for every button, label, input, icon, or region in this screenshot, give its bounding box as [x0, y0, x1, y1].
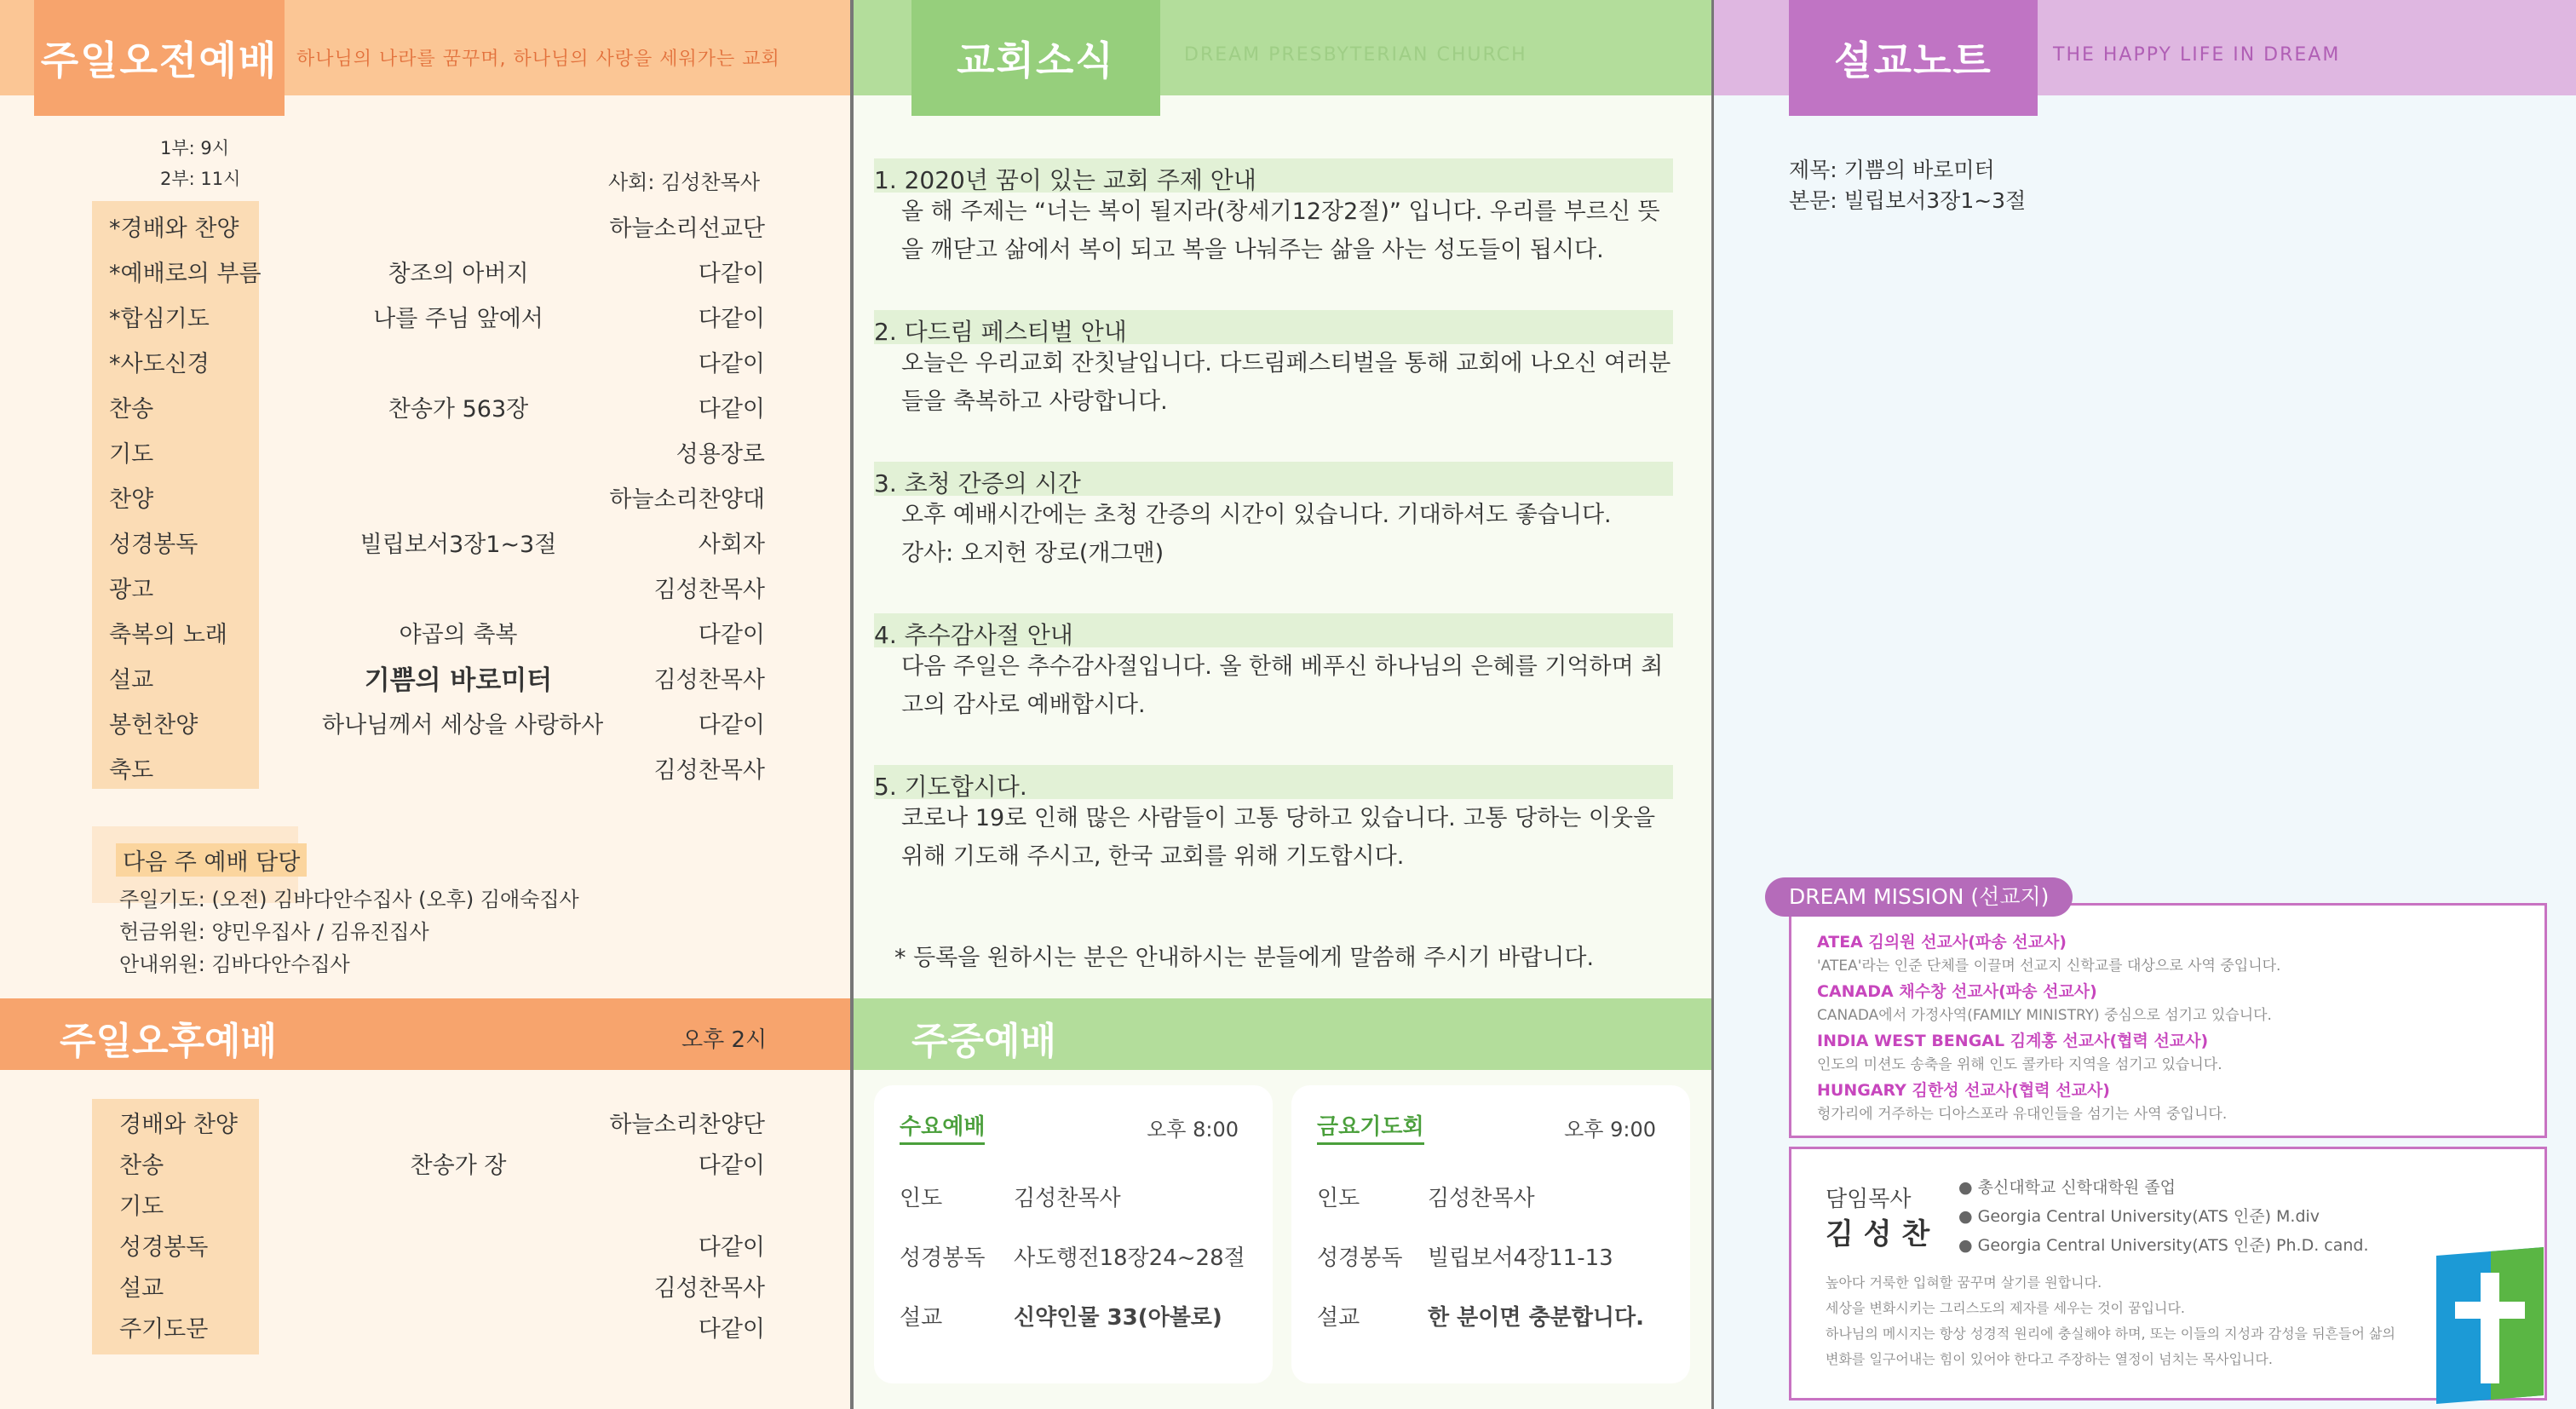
mission-desc: CANADA에서 가정사역(FAMILY MINISTRY) 중심으로 섬기고 있습니다.: [1817, 1007, 2272, 1024]
news-item-title: 2. 다드림 페스티벌 안내: [874, 318, 1127, 346]
order-leader: 하늘소리찬양단: [609, 1112, 765, 1138]
card-value: 빌립보서4장11-13: [1428, 1245, 1613, 1271]
order-item: 성경봉독: [109, 532, 198, 558]
order-detail: 나를 주님 앞에서: [373, 306, 543, 332]
order-item: 광고: [109, 577, 154, 603]
order-leader: 다같이: [698, 351, 765, 377]
order-leader: 다같이: [698, 1234, 765, 1261]
sunday-morning-panel: [0, 0, 850, 1409]
order-item: 기도: [119, 1193, 164, 1220]
afternoon-title: 주일오후예배: [60, 1020, 278, 1063]
next-week-line: 주일기도: (오전) 김바다안수집사 (오후) 김애숙집사: [119, 888, 579, 912]
order-leader: 다같이: [698, 622, 765, 648]
card-value: 김성찬목사: [1428, 1186, 1535, 1211]
news-item-body: [901, 799, 1685, 876]
news-subtitle: DREAM PRESBYTERIAN CHURCH: [1184, 44, 1527, 66]
wednesday-time: 오후 8:00: [1147, 1118, 1239, 1142]
host-label: 사회: 김성찬목사: [608, 170, 761, 194]
order-detail: 하나님께서 세상을 사랑하사: [322, 712, 604, 739]
service-time-1: 1부: 9시: [160, 138, 230, 158]
order-item: 설교: [119, 1275, 164, 1302]
order-leader: 다같이: [698, 1316, 765, 1343]
mission-name: INDIA WEST BENGAL 김계홍 선교사(협력 선교사): [1817, 1032, 2209, 1050]
order-detail: 야곱의 축복: [399, 622, 518, 648]
church-news-panel: [854, 0, 1711, 1409]
pastor-cred: ● Georgia Central University(ATS 인준) M.div: [1958, 1207, 2320, 1226]
order-leader: 다같이: [698, 396, 765, 423]
news-item-title: 3. 초청 간증의 시간: [874, 469, 1081, 497]
news-item-title: 4. 추수감사절 안내: [874, 621, 1073, 649]
friday-title: 금요기도회: [1317, 1109, 1424, 1145]
card-value: 신약인물 33(아볼로): [1014, 1305, 1222, 1331]
news-item-body: [901, 496, 1685, 572]
pastor-box: [1789, 1147, 2547, 1400]
morning-subtitle: 하나님의 나라를 꿈꾸며, 하나님의 사랑을 세워가는 교회: [296, 49, 780, 70]
next-week-title: 다음 주 예배 담당: [116, 843, 307, 877]
mission-desc: 'ATEA'라는 인준 단체를 이끌며 선교지 신학교를 대상으로 사역 중입니다.: [1817, 958, 2281, 975]
wednesday-title: 수요예배: [900, 1109, 985, 1145]
order-leader: 하늘소리선교단: [609, 216, 765, 242]
morning-title: 주일오전예배: [34, 0, 285, 116]
mission-box: [1789, 903, 2547, 1138]
mission-name: CANADA 채수창 선교사(파송 선교사): [1817, 982, 2097, 1001]
order-leader: 다같이: [698, 261, 765, 287]
order-item: *경배와 찬양: [109, 216, 239, 242]
order-item: 찬양: [109, 486, 154, 513]
pastor-bio-line: 높아다 거룩한 입혀할 꿈꾸며 살기를 원합니다.: [1826, 1274, 2102, 1291]
order-item: 성경봉독: [119, 1234, 209, 1261]
card-value: 김성찬목사: [1014, 1186, 1121, 1211]
next-week-line: 안내위원: 김바다안수집사: [119, 952, 350, 976]
order-leader: 다같이: [698, 306, 765, 332]
order-item: 찬송: [109, 396, 154, 423]
news-item-line: 을 깨닫고 삶에서 복이 되고 복을 나눠주는 삶을 사는 성도들이 됩시다.: [901, 237, 1604, 263]
pastor-bio-line: 변화를 일구어내는 힘이 있어야 한다고 주장하는 열정이 넘치는 목사입니다.: [1826, 1351, 2273, 1367]
friday-card: [1291, 1085, 1690, 1383]
order-detail: 찬송가 563장: [388, 396, 529, 423]
order-leader: 하늘소리찬양대: [609, 486, 765, 513]
order-leader: 김성찬목사: [653, 757, 765, 784]
order-item: *사도신경: [109, 351, 210, 377]
weekly-title: 주중예배: [911, 1020, 1057, 1063]
order-leader: 김성찬목사: [653, 1275, 765, 1302]
pastor-name: 김 성 찬: [1826, 1217, 1930, 1251]
order-item: *합심기도: [109, 306, 210, 332]
order-detail: 기쁨의 바로미터: [364, 665, 553, 696]
order-leader: 다같이: [698, 712, 765, 739]
news-item-line: 다음 주일은 추수감사절입니다. 올 한해 베푸신 하나님의 은혜를 기억하며 최: [901, 653, 1664, 680]
order-item: *예배로의 부름: [109, 261, 262, 287]
news-item-line: 오늘은 우리교회 잔칫날입니다. 다드림페스티벌을 통해 교회에 나오신 여러분: [901, 350, 1671, 377]
news-item-body: [901, 647, 1685, 724]
next-week-line: 헌금위원: 양민우집사 / 김유진집사: [119, 920, 429, 944]
mission-desc: 헝가리에 거주하는 디아스포라 유대인들을 섬기는 사역 중입니다.: [1817, 1106, 2228, 1123]
mission-name: ATEA 김의원 선교사(파송 선교사): [1817, 933, 2067, 952]
order-leader: 김성찬목사: [653, 577, 765, 603]
order-item: 경배와 찬양: [119, 1112, 238, 1138]
news-item-line: 강사: 오지헌 장로(개그맨): [901, 540, 1164, 566]
news-item-line: 고의 감사로 예배합시다.: [901, 692, 1146, 718]
registration-note: * 등록을 원하시는 분은 안내하시는 분들에게 말씀해 주시기 바랍니다.: [894, 945, 1595, 971]
service-time-2: 2부: 11시: [160, 169, 241, 189]
card-value: 한 분이면 충분합니다.: [1428, 1305, 1645, 1331]
pastor-cred-text: Georgia Central University(ATS 인준) M.div: [1977, 1207, 2320, 1226]
news-item-line: 올 해 주제는 “너는 복이 될지라(창세기12장2절)” 입니다. 우리를 부르신 뜻: [901, 198, 1660, 225]
news-item-body: [901, 344, 1685, 421]
mission-name: HUNGARY 김한성 선교사(협력 선교사): [1817, 1081, 2110, 1100]
news-item-title: 5. 기도합시다.: [874, 773, 1027, 801]
church-cross-logo: [2436, 1247, 2544, 1404]
card-key: 인도: [900, 1186, 943, 1211]
sermon-note-text: 본문: 빌립보서3장1~3절: [1789, 188, 2027, 213]
sermon-note-panel: [1714, 0, 2576, 1409]
order-leader: 사회자: [698, 532, 765, 558]
mission-desc: 인도의 미션도 송축을 위해 인도 콜카타 지역을 섬기고 있습니다.: [1817, 1056, 2222, 1073]
order-detail: 찬송가 장: [410, 1153, 507, 1179]
news-item-title: 1. 2020년 꿈이 있는 교회 주제 안내: [874, 166, 1256, 194]
news-item-line: 오후 예배시간에는 초청 간증의 시간이 있습니다. 기대하셔도 좋습니다.: [901, 502, 1612, 528]
news-item-body: [901, 193, 1685, 269]
pastor-cred-text: Georgia Central University(ATS 인준) Ph.D. cand.: [1977, 1236, 2369, 1255]
pastor-cred: ● 총신대학교 신학대학원 졸업: [1958, 1178, 2176, 1197]
news-item-line: 들을 축복하고 사랑합니다.: [901, 388, 1168, 415]
order-leader: 김성찬목사: [653, 667, 765, 693]
sermon-subtitle: THE HAPPY LIFE IN DREAM: [2053, 44, 2341, 66]
card-key: 설교: [1317, 1305, 1360, 1331]
order-detail: 빌립보서3장1~3절: [359, 532, 557, 558]
mission-badge: DREAM MISSION (선교지): [1765, 877, 2073, 917]
card-key: 설교: [900, 1305, 943, 1331]
news-title: 교회소식: [911, 0, 1160, 116]
news-item-line: 코로나 19로 인해 많은 사람들이 고통 당하고 있습니다. 고통 당하는 이웃을: [901, 805, 1656, 831]
order-detail: 창조의 아버지: [388, 261, 529, 287]
card-key: 성경봉독: [900, 1245, 986, 1271]
afternoon-time: 오후 2시: [681, 1027, 768, 1053]
sermon-title: 설교노트: [1789, 0, 2038, 116]
order-leader: 다같이: [698, 1153, 765, 1179]
pastor-role: 담임목사: [1826, 1187, 1912, 1212]
pastor-cred: ● Georgia Central University(ATS 인준) Ph.D. cand.: [1958, 1236, 2369, 1255]
card-key: 성경봉독: [1317, 1245, 1403, 1271]
news-item-line: 위해 기도해 주시고, 한국 교회를 위해 기도합시다.: [901, 843, 1405, 870]
pastor-bio-line: 세상을 변화시키는 그리스도의 제자를 세우는 것이 꿈입니다.: [1826, 1300, 2186, 1316]
friday-time: 오후 9:00: [1564, 1118, 1656, 1142]
card-key: 인도: [1317, 1186, 1360, 1211]
order-item: 찬송: [119, 1153, 164, 1179]
order-item: 축도: [109, 757, 154, 784]
wednesday-card: [874, 1085, 1273, 1383]
pastor-bio-line: 하나님의 메시지는 항상 성경적 원리에 충실해야 하며, 또는 이들의 지성과 감성을 뒤흔들어 삶의: [1826, 1326, 2395, 1342]
order-item: 봉헌찬양: [109, 712, 198, 739]
order-leader: 성용장로: [676, 441, 765, 468]
order-item: 주기도문: [119, 1316, 209, 1343]
order-item: 기도: [109, 441, 154, 468]
sermon-note-title: 제목: 기쁨의 바로미터: [1789, 158, 1995, 182]
pastor-cred-text: 총신대학교 신학대학원 졸업: [1977, 1178, 2176, 1197]
card-value: 사도행전18장24~28절: [1014, 1245, 1245, 1271]
order-item: 설교: [109, 667, 154, 693]
order-item: 축복의 노래: [109, 622, 227, 648]
